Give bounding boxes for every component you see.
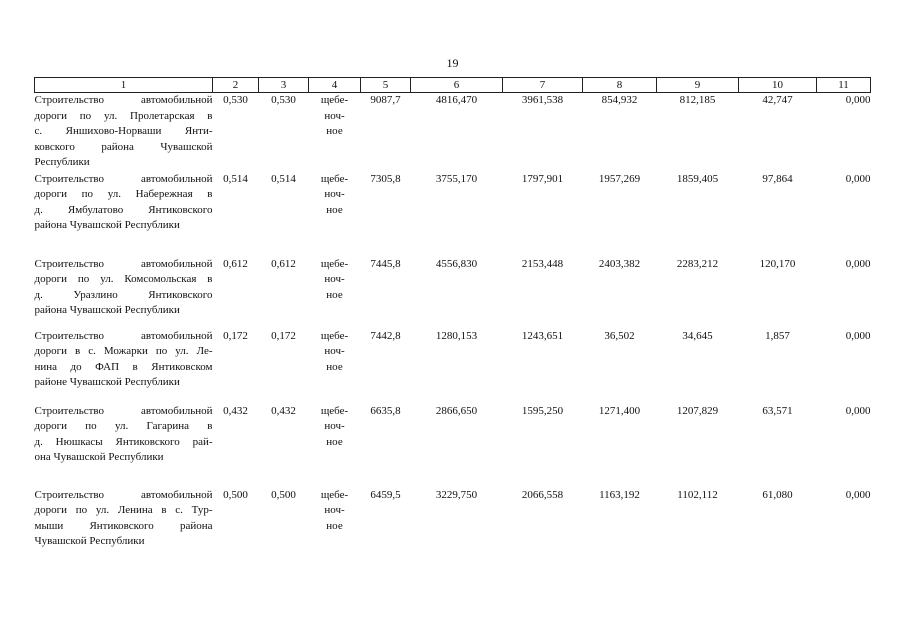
- value-cell: 63,571: [762, 404, 793, 417]
- surface-type-cell: [309, 257, 361, 329]
- surface-line: ноч-: [324, 345, 345, 358]
- value-cell: 1163,192: [599, 488, 640, 501]
- value-cell: 0,000: [845, 94, 871, 106]
- table-row: [35, 404, 871, 488]
- road-name-line: дороги по ул. Гагарина в: [34, 420, 213, 433]
- value-cell: 6635,8: [370, 404, 401, 417]
- column-header: 8: [583, 78, 657, 93]
- surface-line: ноч-: [324, 109, 345, 122]
- length-cell: 0,500: [271, 488, 296, 501]
- road-name-line: нина до ФАП в Янтиковском: [34, 360, 213, 373]
- road-name-line: д. Нюшкасы Янтиковского рай-: [34, 435, 213, 448]
- value-cell: 7445,8: [370, 257, 401, 270]
- length-cell: 0,612: [271, 257, 296, 270]
- value-cell: 1859,405: [676, 172, 719, 185]
- value-cell: 9087,7: [370, 94, 401, 106]
- road-name-line: д. Уразлино Янтиковского: [34, 288, 213, 301]
- length-cell: 0,432: [223, 404, 248, 417]
- value-cell: 2066,558: [521, 488, 564, 501]
- value-cell: 0,000: [845, 329, 871, 342]
- value-cell: 1280,153: [435, 329, 478, 342]
- value-cell: 812,185: [679, 94, 716, 106]
- value-cell: 0,000: [845, 257, 871, 270]
- road-name-line: Строительство автомобильной: [34, 172, 213, 185]
- surface-type-cell: [309, 329, 361, 404]
- surface-line: щебе-: [320, 172, 349, 185]
- surface-line: ноч-: [324, 504, 345, 517]
- surface-line: ное: [326, 435, 343, 448]
- value-cell: 4816,470: [435, 94, 478, 106]
- road-name-line: д. Ямбулатово Янтиковского: [34, 203, 213, 216]
- road-name-cell: [35, 93, 213, 172]
- value-cell: 2283,212: [676, 257, 719, 270]
- column-header: 2: [213, 78, 259, 93]
- value-cell: 97,864: [762, 172, 793, 185]
- value-cell: 2866,650: [435, 404, 478, 417]
- value-cell: 2153,448: [521, 257, 564, 270]
- value-cell: 1271,400: [598, 404, 641, 417]
- value-cell: 854,932: [601, 94, 638, 106]
- column-header: 4: [309, 78, 361, 93]
- value-cell: 0,000: [845, 172, 871, 185]
- road-name-line: Строительство автомобильной: [34, 488, 213, 501]
- value-cell: 7305,8: [370, 172, 401, 185]
- value-cell: 2403,382: [598, 257, 641, 270]
- road-name-line: Республики: [34, 156, 90, 169]
- road-name-cell: [35, 172, 213, 257]
- column-header: 6: [411, 78, 503, 93]
- value-cell: 120,170: [759, 257, 796, 270]
- value-cell: 0,000: [845, 404, 871, 417]
- surface-type-cell: [309, 172, 361, 257]
- value-cell: 1797,901: [521, 172, 564, 185]
- surface-line: щебе-: [320, 404, 349, 417]
- surface-line: ноч-: [324, 188, 345, 201]
- value-cell: 1,857: [765, 329, 790, 342]
- column-header: 10: [739, 78, 817, 93]
- surface-line: щебе-: [320, 257, 349, 270]
- surface-line: ноч-: [324, 273, 345, 286]
- length-cell: 0,514: [223, 172, 248, 185]
- road-name-cell: [35, 404, 213, 488]
- length-cell: 0,612: [223, 257, 248, 270]
- road-name-cell: [35, 488, 213, 554]
- road-name-line: с. Яншихово-Норваши Янти-: [34, 125, 213, 138]
- value-cell: 3229,750: [435, 488, 478, 501]
- value-cell: 0,000: [845, 488, 871, 501]
- road-name-line: Строительство автомобильной: [34, 94, 213, 106]
- length-cell: 0,172: [271, 329, 296, 342]
- road-name-cell: [35, 329, 213, 404]
- value-cell: 1102,112: [677, 488, 718, 501]
- surface-line: щебе-: [320, 94, 349, 106]
- length-cell: 0,432: [271, 404, 296, 417]
- road-name-line: района Чувашской Республики: [34, 219, 180, 232]
- road-name-line: она Чувашской Республики: [34, 451, 164, 464]
- road-name-line: мыши Янтиковского района: [34, 519, 213, 532]
- surface-line: ное: [326, 360, 343, 373]
- table-row: [35, 257, 871, 329]
- road-name-line: Строительство автомобильной: [34, 404, 213, 417]
- length-cell: 0,500: [223, 488, 248, 501]
- road-name-line: дороги по ул. Ленина в с. Тур-: [34, 504, 213, 517]
- column-header: 5: [361, 78, 411, 93]
- value-cell: 1243,651: [521, 329, 564, 342]
- road-name-line: районе Чувашской Республики: [34, 376, 180, 389]
- surface-type-cell: [309, 404, 361, 488]
- roads-table: [34, 77, 871, 554]
- value-cell: 3961,538: [521, 94, 564, 106]
- value-cell: 61,080: [762, 488, 793, 501]
- road-name-line: дороги по ул. Набережная в: [34, 188, 213, 201]
- road-name-line: района Чувашской Республики: [34, 304, 180, 317]
- value-cell: 1207,829: [676, 404, 719, 417]
- surface-line: ное: [326, 288, 343, 301]
- value-cell: 1595,250: [521, 404, 564, 417]
- column-header: 7: [503, 78, 583, 93]
- surface-type-cell: [309, 488, 361, 554]
- table-row: [35, 172, 871, 257]
- surface-line: ное: [326, 519, 343, 532]
- road-name-cell: [35, 257, 213, 329]
- value-cell: 7442,8: [370, 329, 401, 342]
- value-cell: 42,747: [762, 94, 793, 106]
- surface-line: щебе-: [320, 329, 349, 342]
- value-cell: 1957,269: [598, 172, 641, 185]
- road-name-line: Строительство автомобильной: [34, 257, 213, 270]
- column-header: 11: [817, 78, 871, 93]
- value-cell: 3755,170: [435, 172, 478, 185]
- column-header: 3: [259, 78, 309, 93]
- column-numbers-row: [35, 78, 871, 93]
- surface-line: щебе-: [320, 488, 349, 501]
- table-row: [35, 93, 871, 172]
- page-number: 19: [446, 56, 459, 70]
- road-name-line: ковского района Чувашской: [34, 140, 213, 153]
- road-name-line: дороги по ул. Комсомольская в: [34, 273, 213, 286]
- road-name-line: дороги в с. Можарки по ул. Ле-: [34, 345, 213, 358]
- length-cell: 0,514: [271, 172, 296, 185]
- value-cell: 36,502: [604, 329, 635, 342]
- surface-line: ное: [326, 125, 343, 138]
- length-cell: 0,172: [223, 329, 248, 342]
- table-row: [35, 488, 871, 554]
- value-cell: 6459,5: [370, 488, 401, 501]
- length-cell: 0,530: [223, 94, 248, 106]
- surface-line: ное: [326, 203, 343, 216]
- column-header: 1: [35, 78, 213, 93]
- road-name-line: Строительство автомобильной: [34, 329, 213, 342]
- length-cell: 0,530: [271, 94, 296, 106]
- value-cell: 4556,830: [435, 257, 478, 270]
- column-header: 9: [657, 78, 739, 93]
- value-cell: 34,645: [682, 329, 713, 342]
- surface-line: ноч-: [324, 420, 345, 433]
- road-name-line: Чувашской Республики: [34, 535, 145, 548]
- table-row: [35, 329, 871, 404]
- surface-type-cell: [309, 93, 361, 172]
- road-name-line: дороги по ул. Пролетарская в: [34, 109, 213, 122]
